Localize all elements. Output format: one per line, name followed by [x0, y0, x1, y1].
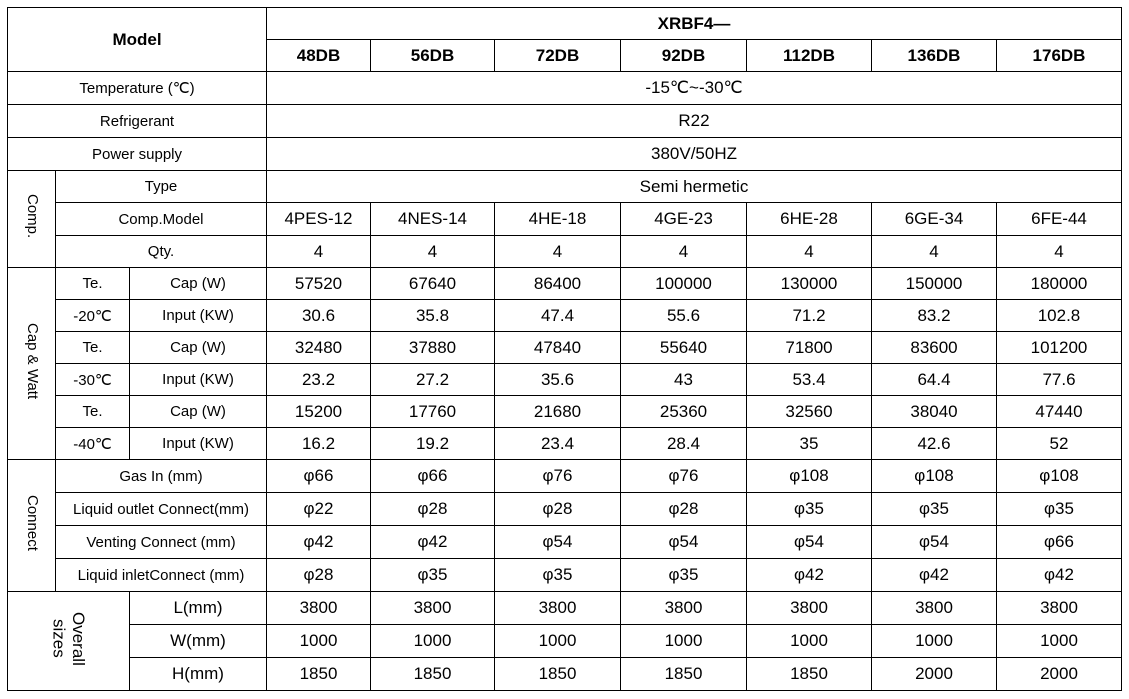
input-value: 53.4 — [747, 364, 872, 396]
connect-value: φ108 — [997, 460, 1122, 493]
input-row — [8, 428, 1122, 460]
size-value: 3800 — [747, 592, 872, 625]
comp-model-value: 6HE-28 — [747, 203, 872, 236]
temperature-row-label: Temperature (℃) — [8, 72, 267, 105]
cap-label: Cap (W) — [130, 396, 267, 428]
comp-type-label: Type — [56, 171, 267, 203]
connect-value: φ108 — [872, 460, 997, 493]
comp-model-value: 6FE-44 — [997, 203, 1122, 236]
connect-value: φ54 — [621, 526, 747, 559]
input-value: 30.6 — [267, 300, 371, 332]
size-label: H(mm) — [130, 658, 267, 691]
input-value: 42.6 — [872, 428, 997, 460]
connect-value: φ28 — [267, 559, 371, 592]
cap-value: 21680 — [495, 396, 621, 428]
model-column-header: 72DB — [495, 40, 621, 72]
connect-row — [8, 493, 1122, 526]
cap-value: 101200 — [997, 332, 1122, 364]
size-label: W(mm) — [130, 625, 267, 658]
size-value: 1850 — [267, 658, 371, 691]
input-value: 23.2 — [267, 364, 371, 396]
cap-value: 100000 — [621, 268, 747, 300]
cap-value: 83600 — [872, 332, 997, 364]
te-label: Te. — [56, 396, 130, 428]
cap-row — [8, 332, 1122, 364]
connect-row — [8, 460, 1122, 493]
connect-value: φ28 — [495, 493, 621, 526]
size-value: 1850 — [747, 658, 872, 691]
size-value: 1000 — [267, 625, 371, 658]
te-label: Te. — [56, 268, 130, 300]
input-value: 27.2 — [371, 364, 495, 396]
connect-value: φ28 — [371, 493, 495, 526]
size-value: 1000 — [747, 625, 872, 658]
cap-value: 180000 — [997, 268, 1122, 300]
size-row — [8, 658, 1122, 691]
input-value: 35.8 — [371, 300, 495, 332]
model-column-header: 56DB — [371, 40, 495, 72]
input-value: 35.6 — [495, 364, 621, 396]
cap-value: 130000 — [747, 268, 872, 300]
model-column-header: 176DB — [997, 40, 1122, 72]
comp-model-value: 4HE-18 — [495, 203, 621, 236]
spec-table — [7, 7, 1122, 691]
input-value: 19.2 — [371, 428, 495, 460]
connect-value: φ76 — [495, 460, 621, 493]
te-temp-label: -20℃ — [56, 300, 130, 332]
cap-label: Cap (W) — [130, 332, 267, 364]
input-value: 23.4 — [495, 428, 621, 460]
connect-value: φ42 — [872, 559, 997, 592]
temperature-row — [8, 72, 1122, 105]
cap-value: 38040 — [872, 396, 997, 428]
connect-value: φ35 — [621, 559, 747, 592]
cap-value: 37880 — [371, 332, 495, 364]
capwatt-group-text: Cap & Watt — [23, 322, 41, 400]
size-value: 1000 — [997, 625, 1122, 658]
connect-value: φ54 — [872, 526, 997, 559]
input-label: Input (KW) — [130, 300, 267, 332]
comp-qty-value: 4 — [872, 236, 997, 268]
size-value: 3800 — [997, 592, 1122, 625]
model-column-header: 112DB — [747, 40, 872, 72]
cap-value: 150000 — [872, 268, 997, 300]
connect-label: Liquid outlet Connect(mm) — [56, 493, 267, 526]
cap-value: 25360 — [621, 396, 747, 428]
connect-label: Liquid inletConnect (mm) — [56, 559, 267, 592]
size-value: 1000 — [621, 625, 747, 658]
size-value: 2000 — [997, 658, 1122, 691]
cap-value: 57520 — [267, 268, 371, 300]
input-value: 64.4 — [872, 364, 997, 396]
size-value: 3800 — [495, 592, 621, 625]
connect-value: φ66 — [997, 526, 1122, 559]
size-label: L(mm) — [130, 592, 267, 625]
connect-value: φ42 — [371, 526, 495, 559]
temperature-row-value: -15℃~-30℃ — [267, 72, 1122, 105]
connect-group-text: Connect — [23, 495, 41, 551]
comp-type-row — [8, 171, 1122, 203]
series-header: XRBF4— — [267, 8, 1122, 40]
connect-value: φ35 — [371, 559, 495, 592]
input-value: 77.6 — [997, 364, 1122, 396]
input-value: 47.4 — [495, 300, 621, 332]
sizes-group-text — [49, 612, 88, 666]
size-value: 3800 — [872, 592, 997, 625]
refrigerant-row — [8, 105, 1122, 138]
input-value: 71.2 — [747, 300, 872, 332]
input-row — [8, 364, 1122, 396]
cap-value: 15200 — [267, 396, 371, 428]
cap-value: 86400 — [495, 268, 621, 300]
connect-row — [8, 559, 1122, 592]
comp-qty-value: 4 — [997, 236, 1122, 268]
sizes-group-line2: sizes — [49, 619, 69, 658]
header-row — [8, 8, 1122, 40]
connect-value: φ42 — [997, 559, 1122, 592]
size-value: 1850 — [495, 658, 621, 691]
comp-qty-row — [8, 236, 1122, 268]
input-label: Input (KW) — [130, 428, 267, 460]
power-supply-row-label: Power supply — [8, 138, 267, 171]
cap-row — [8, 396, 1122, 428]
connect-label: Gas In (mm) — [56, 460, 267, 493]
cap-value: 32480 — [267, 332, 371, 364]
cap-value: 17760 — [371, 396, 495, 428]
model-column-header: 136DB — [872, 40, 997, 72]
comp-qty-value: 4 — [747, 236, 872, 268]
input-value: 83.2 — [872, 300, 997, 332]
comp-qty-value: 4 — [267, 236, 371, 268]
sizes-group-label — [8, 592, 130, 691]
size-value: 1000 — [495, 625, 621, 658]
comp-group-text: Comp. — [23, 194, 41, 239]
te-temp-label: -30℃ — [56, 364, 130, 396]
cap-value: 47440 — [997, 396, 1122, 428]
connect-value: φ42 — [267, 526, 371, 559]
input-value: 35 — [747, 428, 872, 460]
input-value: 43 — [621, 364, 747, 396]
connect-label: Venting Connect (mm) — [56, 526, 267, 559]
spec-table-body — [8, 8, 1122, 691]
size-value: 3800 — [267, 592, 371, 625]
model-header: Model — [8, 8, 267, 72]
comp-qty-value: 4 — [621, 236, 747, 268]
input-row — [8, 300, 1122, 332]
comp-qty-value: 4 — [371, 236, 495, 268]
comp-qty-value: 4 — [495, 236, 621, 268]
connect-value: φ22 — [267, 493, 371, 526]
connect-value: φ76 — [621, 460, 747, 493]
connect-value: φ35 — [495, 559, 621, 592]
te-label: Te. — [56, 332, 130, 364]
cap-label: Cap (W) — [130, 268, 267, 300]
cap-value: 55640 — [621, 332, 747, 364]
size-value: 1850 — [621, 658, 747, 691]
model-column-header: 48DB — [267, 40, 371, 72]
size-value: 3800 — [621, 592, 747, 625]
comp-model-value: 6GE-34 — [872, 203, 997, 236]
size-value: 1000 — [872, 625, 997, 658]
connect-value: φ35 — [872, 493, 997, 526]
cap-value: 71800 — [747, 332, 872, 364]
te-temp-label: -40℃ — [56, 428, 130, 460]
comp-model-value: 4GE-23 — [621, 203, 747, 236]
sizes-group-line1: Overall — [69, 611, 89, 666]
connect-value: φ66 — [371, 460, 495, 493]
cap-row — [8, 268, 1122, 300]
size-value: 1850 — [371, 658, 495, 691]
size-value: 2000 — [872, 658, 997, 691]
spec-table-container — [7, 7, 1122, 691]
comp-qty-label: Qty. — [56, 236, 267, 268]
power-supply-row-value: 380V/50HZ — [267, 138, 1122, 171]
cap-value: 47840 — [495, 332, 621, 364]
connect-row — [8, 526, 1122, 559]
input-value: 55.6 — [621, 300, 747, 332]
connect-group-label — [8, 460, 56, 592]
input-label: Input (KW) — [130, 364, 267, 396]
comp-model-value: 4PES-12 — [267, 203, 371, 236]
input-value: 16.2 — [267, 428, 371, 460]
size-row — [8, 592, 1122, 625]
refrigerant-row-value: R22 — [267, 105, 1122, 138]
cap-value: 67640 — [371, 268, 495, 300]
connect-value: φ108 — [747, 460, 872, 493]
capwatt-group-label — [8, 268, 56, 460]
input-value: 28.4 — [621, 428, 747, 460]
connect-value: φ35 — [997, 493, 1122, 526]
size-row — [8, 625, 1122, 658]
connect-value: φ35 — [747, 493, 872, 526]
model-column-header: 92DB — [621, 40, 747, 72]
connect-value: φ66 — [267, 460, 371, 493]
connect-value: φ54 — [747, 526, 872, 559]
refrigerant-row-label: Refrigerant — [8, 105, 267, 138]
size-value: 1000 — [371, 625, 495, 658]
comp-group-label — [8, 171, 56, 268]
connect-value: φ42 — [747, 559, 872, 592]
power-supply-row — [8, 138, 1122, 171]
size-value: 3800 — [371, 592, 495, 625]
comp-model-row — [8, 203, 1122, 236]
connect-value: φ54 — [495, 526, 621, 559]
input-value: 52 — [997, 428, 1122, 460]
input-value: 102.8 — [997, 300, 1122, 332]
comp-model-label: Comp.Model — [56, 203, 267, 236]
comp-type-value: Semi hermetic — [267, 171, 1122, 203]
comp-model-value: 4NES-14 — [371, 203, 495, 236]
cap-value: 32560 — [747, 396, 872, 428]
connect-value: φ28 — [621, 493, 747, 526]
